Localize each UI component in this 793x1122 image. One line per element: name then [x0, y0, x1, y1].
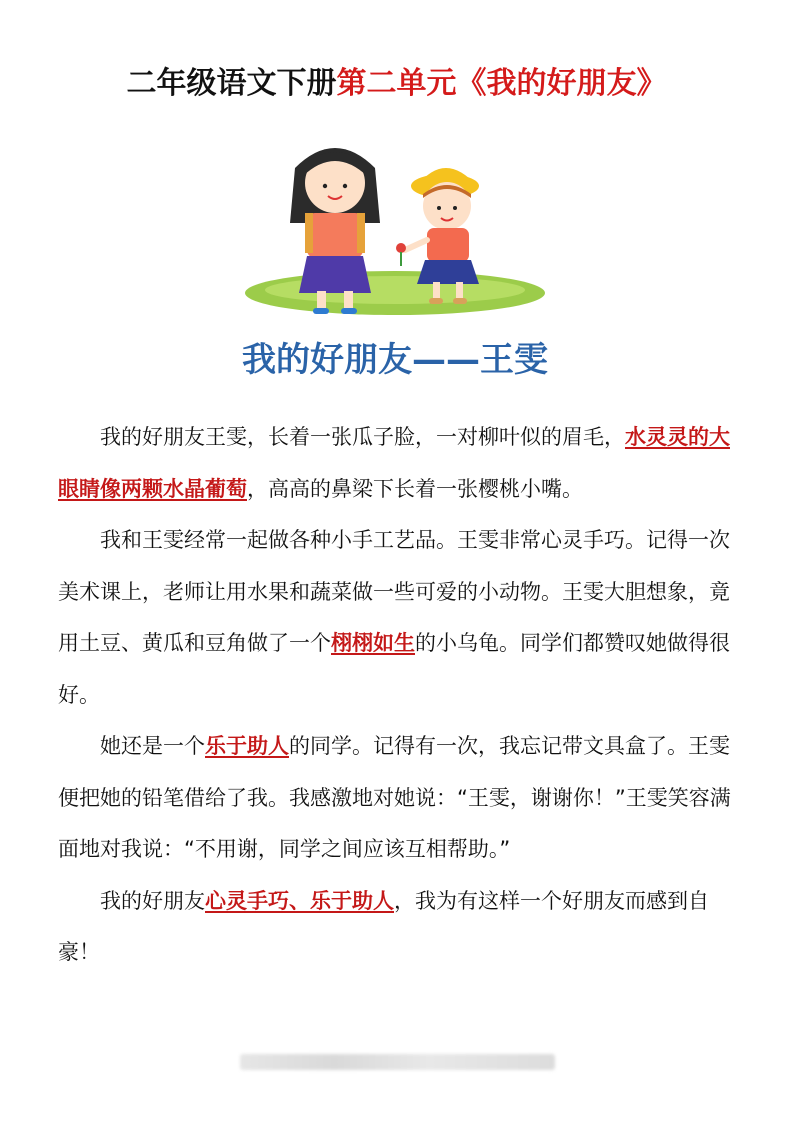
girl-left-figure	[290, 148, 380, 314]
article-body	[58, 412, 744, 979]
paragraph-4-text-a: 我的好朋友	[100, 888, 205, 913]
paragraph-3	[58, 721, 744, 876]
paragraph-3-highlight: 乐于助人	[205, 734, 289, 758]
paragraph-1-highlight: 水灵灵的大眼睛像两颗水晶葡萄	[58, 425, 730, 501]
paragraph-4	[58, 876, 744, 979]
paragraph-1	[58, 412, 744, 515]
blurred-footer-watermark	[240, 1054, 555, 1070]
paragraph-1-text-b: ，高高的鼻梁下长着一张樱桃小嘴。	[247, 476, 583, 501]
paragraph-2-text-a: 我和王雯经常一起做各种小手工艺品。王雯非常心灵手巧。记得一次美术课上，老师让用水果和蔬菜做一些可爱的小动物。王雯大胆想象，竟用土豆、黄瓜和豆角做了一个	[58, 528, 730, 655]
paragraph-2	[58, 515, 744, 721]
paragraph-3-text-a: 她还是一个	[100, 734, 205, 758]
paragraph-4-highlight: 心灵手巧、乐于助人	[205, 888, 394, 913]
paragraph-3-text-b: 的同学。记得有一次，我忘记带文具盒了。王雯便把她的铅笔借给了我。我感激地对她说：“王雯，谢谢你！”王雯笑容满面地对我说：“不用谢，同学之间应该互相帮助。”	[58, 734, 731, 861]
page-title	[0, 58, 793, 102]
paragraph-2-text-b: 的小乌龟。同学们都赞叹她做得很好。	[58, 631, 730, 707]
paragraph-1-text-a: 我的好朋友王雯，长着一张瓜子脸，一对柳叶似的眉毛，	[100, 425, 625, 449]
paragraph-2-highlight: 栩栩如生	[331, 631, 415, 655]
paragraph-4-text-b: ，我为有这样一个好朋友而感到自豪！	[58, 888, 709, 964]
illustration	[195, 128, 595, 388]
title-unit: 第二单元《我的好朋友》	[336, 66, 667, 101]
friends-illustration	[195, 128, 595, 388]
title-grade: 二年级语文下册	[126, 66, 337, 101]
illustration-caption: 我的好朋友——王雯	[242, 340, 548, 380]
